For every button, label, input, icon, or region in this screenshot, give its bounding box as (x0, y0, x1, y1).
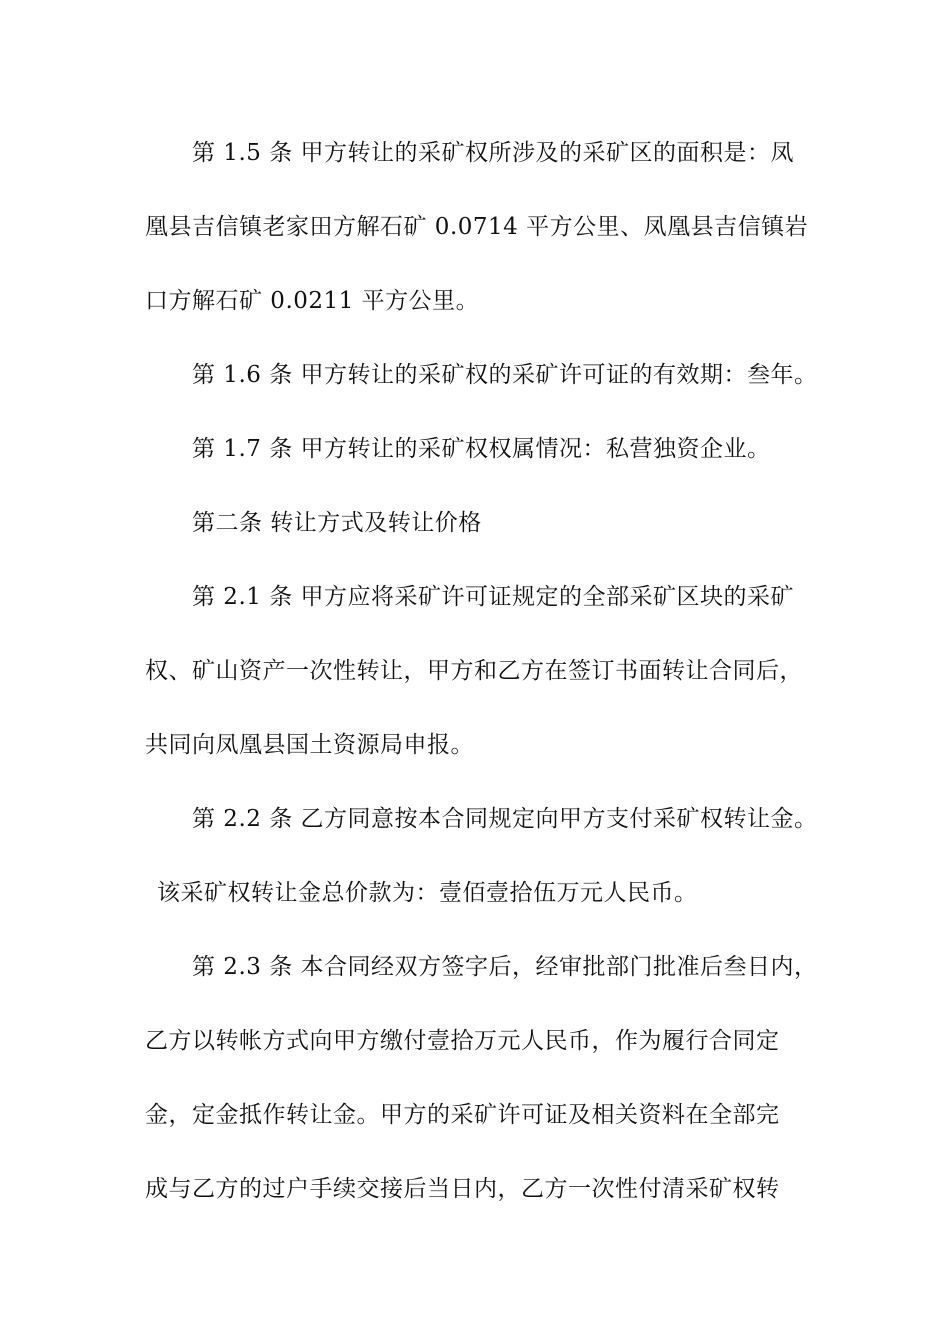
section-two-heading: 第二条 转让方式及转让价格 (192, 510, 482, 536)
paragraph-2-1-line-3: 共同向凤凰县国土资源局申报。 (145, 732, 474, 758)
paragraph-1-5-line-2: 凰县吉信镇老家田方解石矿 0.0714 平方公里、凤凰县吉信镇岩 (145, 214, 809, 240)
paragraph-2-3-line-2: 乙方以转帐方式向甲方缴付壹拾万元人民币，作为履行合同定 (145, 1028, 780, 1054)
paragraph-2-3-line-1: 第 2.3 条 本合同经双方签字后，经审批部门批准后叁日内， (192, 954, 818, 980)
paragraph-1-5-line-1: 第 1.5 条 甲方转让的采矿权所涉及的采矿区的面积是：凤 (192, 140, 795, 166)
paragraph-2-3-line-4: 成与乙方的过户手续交接后当日内，乙方一次性付清采矿权转 (145, 1176, 780, 1202)
paragraph-2-1-line-2: 权、矿山资产一次性转让，甲方和乙方在签订书面转让合同后， (145, 658, 803, 684)
paragraph-2-2-line-2: 该采矿权转让金总价款为：壹佰壹拾伍万元人民币。 (157, 880, 698, 906)
paragraph-1-6: 第 1.6 条 甲方转让的采矿权的采矿许可证的有效期：叁年。 (192, 362, 818, 388)
paragraph-1-7: 第 1.7 条 甲方转让的采矿权权属情况：私营独资企业。 (192, 436, 771, 462)
paragraph-2-1-line-1: 第 2.1 条 甲方应将采矿许可证规定的全部采矿区块的采矿 (192, 584, 795, 610)
paragraph-1-5-line-3: 口方解石矿 0.0211 平方公里。 (145, 288, 480, 314)
paragraph-2-3-line-3: 金，定金抵作转让金。甲方的采矿许可证及相关资料在全部完 (145, 1102, 780, 1128)
paragraph-2-2-line-1: 第 2.2 条 乙方同意按本合同规定向甲方支付采矿权转让金。 (192, 806, 818, 832)
